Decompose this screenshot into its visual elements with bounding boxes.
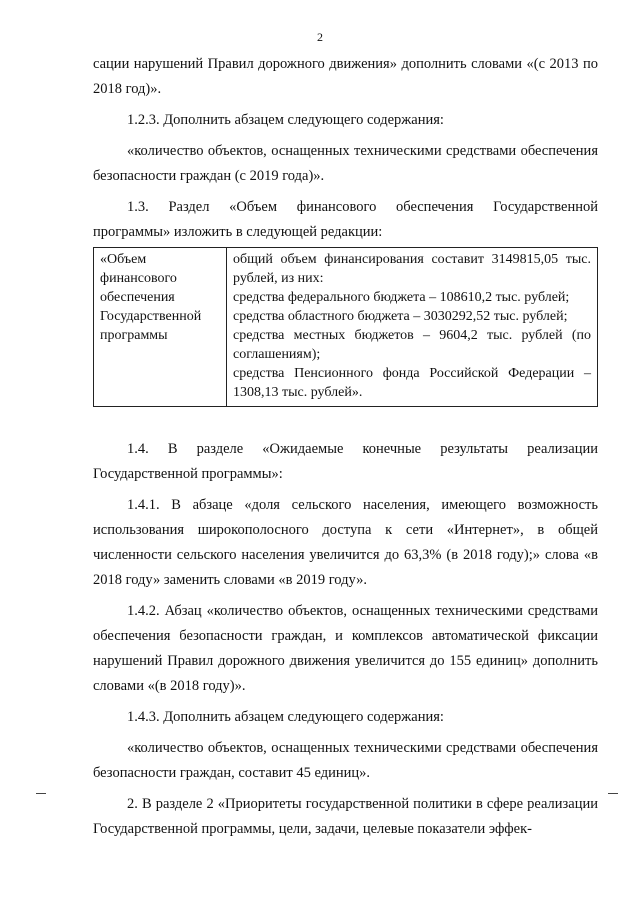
document-body (93, 52, 598, 848)
margin-mark (608, 793, 618, 794)
financing-federal: средства федерального бюджета – 108610,2 тыс. рублей; (233, 290, 570, 305)
financing-regional: средства областного бюджета – 3030292,52 тыс. рублей; (233, 309, 568, 324)
paragraph: 1.3. Раздел «Объем финансового обеспечения Государственной программы» изложить в следующей редакции: (93, 199, 598, 240)
table-cell-value (227, 248, 598, 407)
paragraph: 1.4.1. В абзаце «доля сельского населения, имеющего возможность использования широкополосного доступа к сети «Интернет», в общей численности сельского населения увеличится до 63,3% (в 2018 году);» слова «в 2018 году» заменить словами «в 2019 году». (93, 497, 598, 588)
paragraph: сации нарушений Правил дорожного движения» дополнить словами «(с 2013 по 2018 год)». (93, 56, 598, 97)
paragraph: 1.4. В разделе «Ожидаемые конечные результаты реализации Государственной программы»: (93, 441, 598, 482)
paragraph: «количество объектов, оснащенных техническими средствами обеспечения безопасности граждан, составит 45 единиц». (93, 740, 598, 781)
margin-mark (36, 793, 46, 794)
paragraph: «количество объектов, оснащенных техническими средствами обеспечения безопасности граждан (с 2019 года)». (93, 143, 598, 184)
section-paragraphs (93, 437, 598, 842)
paragraph: 2. В разделе 2 «Приоритеты государственной политики в сфере реализации Государственной программы, цели, задачи, целевые показатели эффек- (93, 796, 598, 837)
paragraph: 1.4.3. Дополнить абзацем следующего содержания: (127, 709, 444, 725)
table-cell-label: «Объем финансового обеспечения Государственной программы (94, 248, 227, 407)
paragraph: 1.4.2. Абзац «количество объектов, оснащенных техническими средствами обеспечения безопасности граждан, и комплексов автоматической фиксации нарушений Правил дорожного движения увеличится до 155 единиц» дополнить словами «(в 2018 году)». (93, 603, 598, 694)
financing-pension-fund: средства Пенсионного фонда Российской Федерации – 1308,13 тыс. рублей». (233, 366, 591, 400)
financing-table (93, 247, 598, 407)
paragraph: 1.2.3. Дополнить абзацем следующего содержания: (127, 112, 444, 128)
page-number: 2 (317, 30, 323, 44)
financing-total: общий объем финансирования составит 3149815,05 тыс. рублей, из них: (233, 252, 591, 286)
table-row (94, 248, 598, 407)
financing-local: средства местных бюджетов – 9604,2 тыс. рублей (по соглашениям); (233, 328, 591, 362)
